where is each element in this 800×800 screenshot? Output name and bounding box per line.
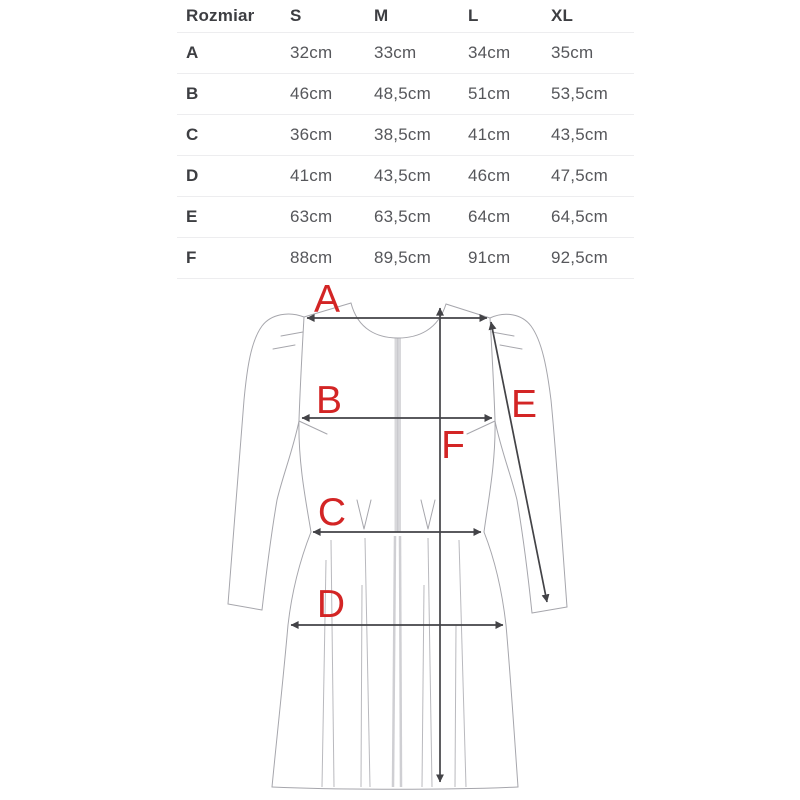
cell-value: 32cm <box>290 43 333 62</box>
column-header-m: M <box>374 6 389 25</box>
cell-value: 41cm <box>468 125 511 144</box>
cell-value: 33cm <box>374 43 417 62</box>
row-label: D <box>186 166 199 185</box>
cell-value: 64,5cm <box>551 207 608 226</box>
column-header-rozmiar: Rozmiar <box>186 6 255 25</box>
cell-value: 63cm <box>290 207 333 226</box>
cell-value: 34cm <box>468 43 511 62</box>
column-header-l: L <box>468 6 479 25</box>
measurement-label-d: D <box>316 583 346 626</box>
cell-value: 88cm <box>290 248 333 267</box>
cell-value: 43,5cm <box>551 125 608 144</box>
cell-value: 46cm <box>468 166 511 185</box>
cell-value: 53,5cm <box>551 84 608 103</box>
row-label: A <box>186 43 199 62</box>
row-label: F <box>186 248 197 267</box>
measurement-label-a: A <box>313 278 341 321</box>
cell-value: 89,5cm <box>374 248 431 267</box>
row-label: B <box>186 84 199 103</box>
cell-value: 36cm <box>290 125 333 144</box>
cell-value: 63,5cm <box>374 207 431 226</box>
measurement-label-b: B <box>315 379 343 422</box>
cell-value: 35cm <box>551 43 594 62</box>
cell-value: 46cm <box>290 84 333 103</box>
skirt-pleats <box>322 536 466 787</box>
cell-value: 47,5cm <box>551 166 608 185</box>
cell-value: 43,5cm <box>374 166 431 185</box>
row-label: C <box>186 125 199 144</box>
arrow-e-sleeve-length <box>491 322 547 602</box>
column-header-s: S <box>290 6 302 25</box>
cell-value: 38,5cm <box>374 125 431 144</box>
measurement-letters <box>314 278 537 626</box>
measurement-label-f: F <box>441 424 465 467</box>
column-header-xl: XL <box>551 6 574 25</box>
measurement-label-c: C <box>317 491 347 534</box>
row-label: E <box>186 207 198 226</box>
measurement-label-e: E <box>510 383 538 426</box>
zipper-band <box>395 338 402 532</box>
cell-value: 91cm <box>468 248 511 267</box>
cell-value: 51cm <box>468 84 511 103</box>
cell-value: 41cm <box>290 166 333 185</box>
cell-value: 48,5cm <box>374 84 431 103</box>
cell-value: 64cm <box>468 207 511 226</box>
cell-value: 92,5cm <box>551 248 608 267</box>
